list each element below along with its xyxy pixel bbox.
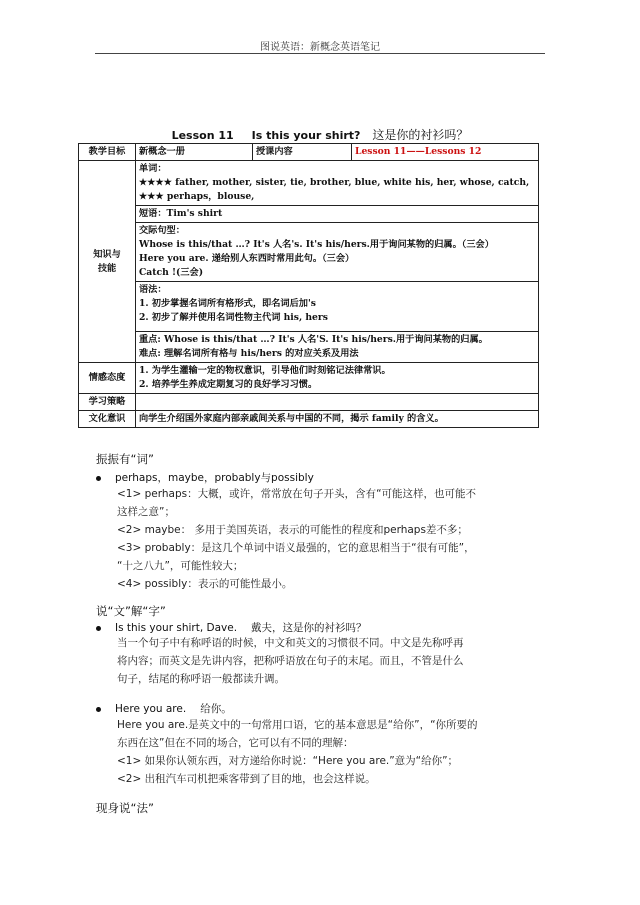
key-point: 重点: Whose is this/that …? It's 人名'S. It's his/hers.用于询问某物的归属。	[139, 334, 488, 345]
bullet1-cn: 戴夫，这是你的衬衫吗？	[251, 622, 367, 634]
header-rule	[95, 53, 545, 54]
bullet2-cn: 给你。	[200, 703, 232, 715]
bullet-dot	[96, 707, 101, 712]
list-item: <4> possibly：表示的可能性最小。	[117, 578, 293, 590]
book-cell: 新概念一册	[136, 144, 253, 161]
lesson-range: Lesson 11——Lessons 12	[352, 144, 539, 161]
paragraph-line: <2> 出租汽车司机把乘客带到了目的地，也会这样说。	[117, 773, 376, 785]
bullet1-en: Is this your shirt, Dave.	[115, 622, 238, 634]
emotion-label: 情感态度	[79, 363, 136, 394]
sentence-3: Catch !(三会)	[139, 267, 204, 278]
emotion-1: 1. 为学生灌输一定的物权意识，引导他们时刻铭记法律常识。	[139, 365, 391, 376]
list-item: “十之八九”，可能性较大；	[117, 560, 244, 572]
lesson-question: Is this your shirt?	[251, 129, 361, 142]
emotion-cell	[136, 363, 539, 394]
difficulty: 难点: 理解名词所有格与 his/hers 的对应关系及用法	[139, 348, 359, 359]
grammar-title: 语法：	[139, 284, 167, 295]
words-line-2: ★★★ perhaps，blouse,	[139, 191, 255, 202]
list-item: 这样之意”；	[117, 506, 175, 518]
table-row	[79, 223, 539, 282]
section-title-usage: 现身说“法”	[96, 801, 154, 815]
lesson-plan-table	[78, 143, 539, 428]
section-title-words: 振振有“词”	[96, 452, 154, 466]
section1-bullet	[96, 470, 314, 485]
table-row	[79, 282, 539, 332]
page-header: 图说英语：新概念英语笔记	[260, 42, 380, 53]
paragraph-line: 句子，结尾的称呼语一般都读升调。	[117, 673, 285, 685]
bullet-dot	[96, 476, 101, 481]
phrase-cell: 短语：Tim's shirt	[136, 206, 539, 223]
table-row	[79, 332, 539, 363]
knowledge-label-text: 知识与技能	[93, 248, 121, 274]
bullet-dot	[96, 626, 101, 631]
paragraph-line: 东西在这”但在不同的场合，它可以有不同的理解：	[117, 737, 354, 749]
section1-bullet-text: perhaps，maybe，probably与possibly	[115, 472, 314, 484]
section2-bullet-2	[96, 701, 232, 716]
culture-label: 文化意识	[79, 411, 136, 428]
culture-cell: 向学生介绍国外家庭内部亲戚间关系与中国的不同，揭示 family 的含义。	[136, 411, 539, 428]
words-cell	[136, 161, 539, 206]
strategy-label: 学习策略	[79, 394, 136, 411]
lesson-number: Lesson 11	[171, 129, 234, 142]
sentence-2: Here you are. 递给别人东西时常用此句。（三会）	[139, 253, 355, 264]
table-row	[79, 363, 539, 394]
grammar-cell	[136, 282, 539, 332]
grammar-2: 2. 初步了解并使用名词性物主代词 his, hers	[139, 312, 328, 323]
paragraph-line: <1> 如果你认领东西，对方递给你时说：“Here you are.”意为“给你”；	[117, 755, 459, 767]
section2-para-2	[117, 716, 478, 788]
knowledge-label	[79, 161, 136, 363]
section2-para-1	[117, 634, 464, 688]
section-title-explain: 说“文”解“字”	[96, 604, 166, 618]
objective-label: 教学目标	[79, 144, 136, 161]
grammar-1: 1. 初步掌握名词所有格形式，即名词后加's	[139, 298, 316, 309]
bullet2-en: Here you are.	[115, 703, 187, 715]
table-row	[79, 411, 539, 428]
emotion-2: 2. 培养学生养成定期复习的良好学习习惯。	[139, 379, 318, 390]
section1-items	[117, 485, 476, 593]
list-item: <2> maybe： 多用于美国英语，表示的可能性的程度和perhaps差不多；	[117, 524, 468, 536]
list-item: <3> probably：是这几个单词中语义最强的，它的意思相当于“很有可能”，	[117, 542, 475, 554]
table-row	[79, 161, 539, 206]
words-title: 单词：	[139, 163, 167, 174]
content-label: 授课内容	[253, 144, 352, 161]
sentence-cell	[136, 223, 539, 282]
table-row	[79, 206, 539, 223]
section2-bullet-1	[96, 620, 367, 635]
words-line-1: ★★★★ father, mother, sister, tie, brother, blue, white his, her, whose, catch,	[139, 177, 530, 188]
list-item: <1> perhaps：大概，或许，常常放在句子开头，含有“可能这样，也可能不	[117, 488, 477, 500]
strategy-cell	[136, 394, 539, 411]
key-point-cell	[136, 332, 539, 363]
lesson-title	[0, 126, 640, 143]
lesson-title-cn: 这是你的衬衫吗？	[372, 128, 469, 142]
paragraph-line: Here you are.是英文中的一句常用口语，它的基本意思是“给你”，“你所要的	[117, 719, 478, 731]
paragraph-line: 将内容；而英文是先讲内容，把称呼语放在句子的末尾。而且，不管是什么	[117, 655, 464, 667]
paragraph-line: 当一个句子中有称呼语的时候，中文和英文的习惯很不同。中文是先称呼再	[117, 637, 464, 649]
sentence-title: 交际句型：	[139, 225, 185, 236]
table-row	[79, 144, 539, 161]
table-row	[79, 394, 539, 411]
sentence-1: Whose is this/that …? It's 人名's. It's his/hers.用于询问某物的归属。（三会）	[139, 239, 494, 250]
